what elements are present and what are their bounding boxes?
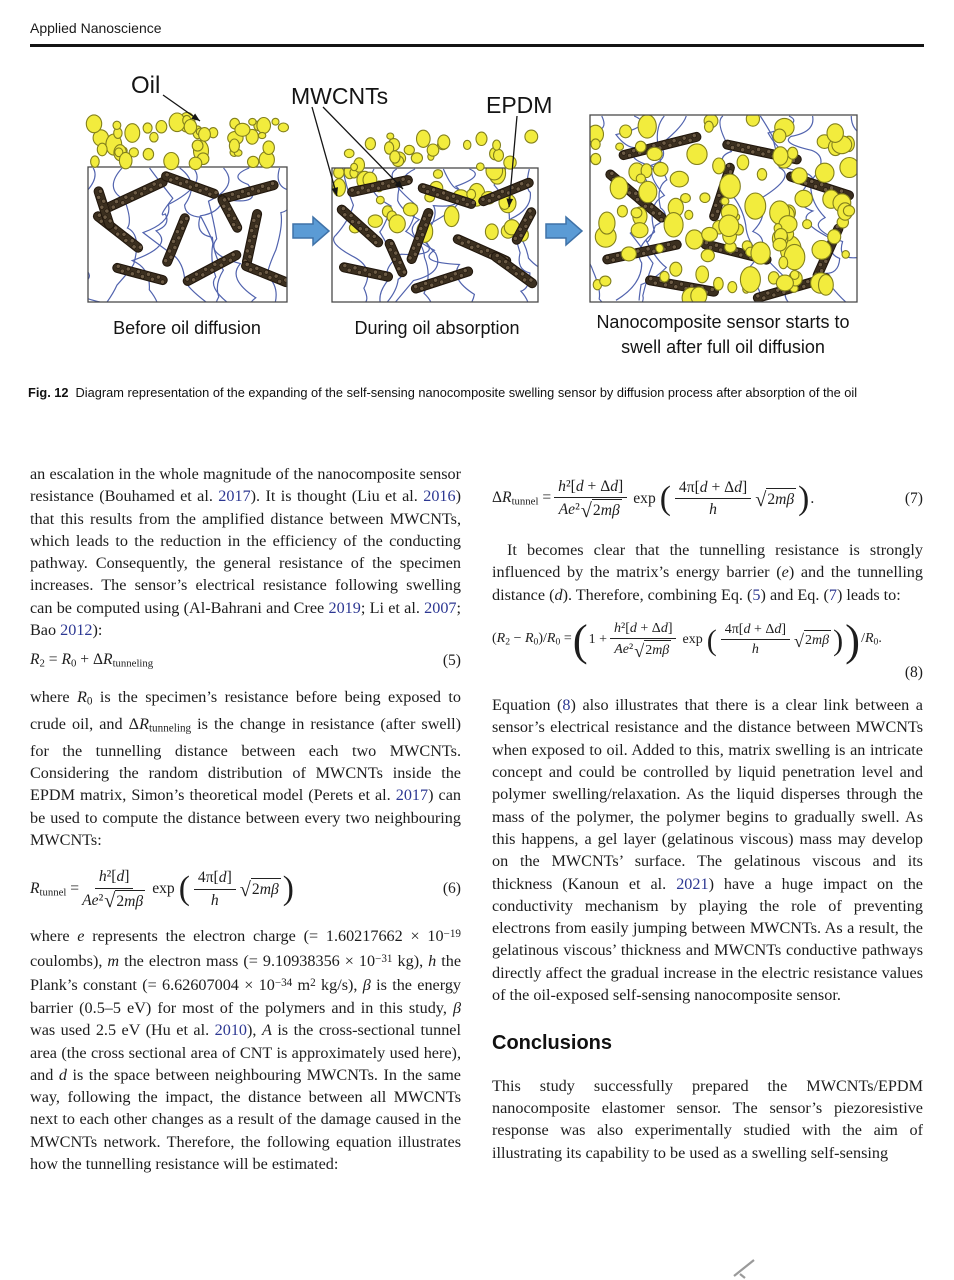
figure-caption-tag: Fig. 12 xyxy=(28,385,69,400)
svg-text:Before oil diffusion: Before oil diffusion xyxy=(113,318,261,338)
equation-8-number: (8) xyxy=(904,663,923,681)
figure-canvas xyxy=(0,55,954,370)
paragraph-tunneling-definition: where $R_0$ is the specimen’s resistance before being exposed to crude oil, and $\Delta R_{tunneling}$ is the change in resistance (after swell) for the tunnelling distance between each two MWCNTs. Considering the random distribution of MWCNTs inside the EPDM matrix, Simon’s theoretical model (Perets et al. 2017) can be used to compute the distance between every two neighbouring MWCNTs: xyxy=(30,687,461,850)
citation-link[interactable]: 2017 xyxy=(395,786,429,805)
radical-sign: √ xyxy=(239,879,251,902)
paragraph-constants: where e represents the electron charge (= $1.60217662 \times 10^{-19}$ coulombs), m the electron mass (= $9.10938356 \times 10^{-31}$ kg), h the Plank’s constant (= $6.62607004 \times 10^{-34}$ $m^2$ kg/s), β is the energy barrier (0.5–5 eV) for most of the polymers and in this study, β was used 2.5 eV (Hu et al. 2010), A is the cross-sectional tunnel area (the cross sectional area of CNT is approximately used here), and d is the space between neighbouring MWCNTs. In the same way, following the impact, the distance between all MWCNTs next to each other changes as a result of the damage caused in the MWCNTs network. Therefore, the following equation illustrates how the tunnelling resistance will be estimated: xyxy=(30,927,462,1173)
equation-6: $R_{tunnel}$ = h²[d] Ae² √ 2mβ exp ( $\frac{4\pi[d]}{h}$ √ 2mβ ) (6) xyxy=(30,868,461,913)
right-column xyxy=(492,463,923,1184)
svg-text:Nanocomposite sensor starts to: Nanocomposite sensor starts to xyxy=(596,312,850,332)
paragraph-resistance-escalation: an escalation in the whole magnitude of the nanocomposite sensor resistance (Bouhamed et al. 2017). It is thought (Liu et al. 2016) that this results from the amplified distance between MWCNTs, which leads to the reduction in the efficiency of the conducting pathway. Consequently, the general resistance of the specimen increases. The sensor’s electrical resistance following swelling can be computed using (Al-Bahrani and Cree 2019; Li et al. 2007; Bao 2012): xyxy=(30,465,461,640)
figure-caption xyxy=(28,383,908,403)
header-rule xyxy=(30,44,924,47)
radical-sign: √ xyxy=(755,488,767,511)
citation-link[interactable]: 2012 xyxy=(60,621,93,640)
conclusions-heading: Conclusions xyxy=(492,1032,613,1055)
citation-link[interactable]: 7 xyxy=(828,585,837,604)
svg-text:MWCNTs: MWCNTs xyxy=(291,83,389,109)
citation-link[interactable]: 2007 xyxy=(424,598,457,617)
equation-5-number: (5) xyxy=(442,652,461,670)
paragraph-gel-layer: Equation (8) also illustrates that there is a clear link between a sensor’s electrical resistance and the distance between MWCNTs when exposed to oil. Added to this, matrix swelling is an intricate concept and could be controlled by liquid penetration level and polymer swelling/relaxation. As the liquid disperses through the mass of the polymer, the polymer begins to gradually swell. As this happens, a gel layer (gelatinous viscous) mass may develop on the MWCNTs’ surface. The gelatinous viscous and its thickness (Kanoun et al. 2021) have a huge impact on the conductivity mechanism by playing the role of preventing electrons from easily jumping between MWCNTs. As a result, the gelatinous viscous’ thickness and MWCNTs conductive pathways directly affect the gradual increase in the electric resistance values of the oil-exposed self-sensing nanocomposite sensor. xyxy=(492,696,923,1005)
equation-8: $(R_2 - R_0)/R_0$ = ( 1 + h²[d + Δd] Ae² √ 2mβ exp ( $\frac{4\pi[d + \Delta d]}{h}$ √ 2mβ ) ) $/R_0$. (8) xyxy=(492,620,923,684)
citation-link[interactable]: 2021 xyxy=(676,874,709,893)
equation-5: $R_2 = R_0 + \Delta R_{tunneling}$ (5) xyxy=(30,651,461,670)
equation-7: $\Delta R_{tunnel}$ = h²[d + Δd] Ae² √ 2mβ exp ( $\frac{4\pi[d + \Delta d]}{h}$ √ 2mβ ) . (7) xyxy=(492,478,923,522)
radical-sign: √ xyxy=(580,499,592,522)
equation-6-number: (6) xyxy=(442,880,461,898)
citation-link[interactable]: 2019 xyxy=(328,598,361,617)
paragraph-tunnelling-influence: It becomes clear that the tunnelling resistance is strongly influenced by the matrix’s energy barrier (e) and the tunnelling distance (d). Therefore, combining Eq. (5) and Eq. (7) leads to: xyxy=(492,540,923,604)
citation-link[interactable]: 2010 xyxy=(214,1021,248,1040)
partial-logo-mark xyxy=(728,1256,772,1280)
figure-caption-text: Diagram representation of the expanding of the self-sensing nanocomposite swelling sensor by diffusion process after absorption of the oil xyxy=(75,385,858,400)
radical-sign: √ xyxy=(794,630,805,651)
citation-link[interactable]: 2016 xyxy=(423,487,456,506)
journal-title: Applied Nanoscience xyxy=(30,20,162,36)
citation-link[interactable]: 2017 xyxy=(218,487,251,506)
radical-sign: √ xyxy=(634,640,645,661)
paragraph-conclusions: This study successfully prepared the MWCNTs/EPDM nanocomposite elastomer sensor. The sensor’s piezoresistive response was also experimentally studied with the aim of illustrating its capability to be used as a swelling self-sensing xyxy=(492,1076,923,1162)
svg-text:swell after full oil diffusion: swell after full oil diffusion xyxy=(621,337,825,357)
two-column-body xyxy=(30,463,924,1184)
svg-text:Oil: Oil xyxy=(131,72,161,99)
citation-link[interactable]: 5 xyxy=(752,585,761,604)
radical-sign: √ xyxy=(104,890,116,913)
citation-link[interactable]: 8 xyxy=(562,696,571,715)
left-column xyxy=(30,463,461,1184)
equation-7-number: (7) xyxy=(904,489,923,507)
svg-text:EPDM: EPDM xyxy=(486,92,553,118)
svg-text:During oil absorption: During oil absorption xyxy=(354,318,520,338)
